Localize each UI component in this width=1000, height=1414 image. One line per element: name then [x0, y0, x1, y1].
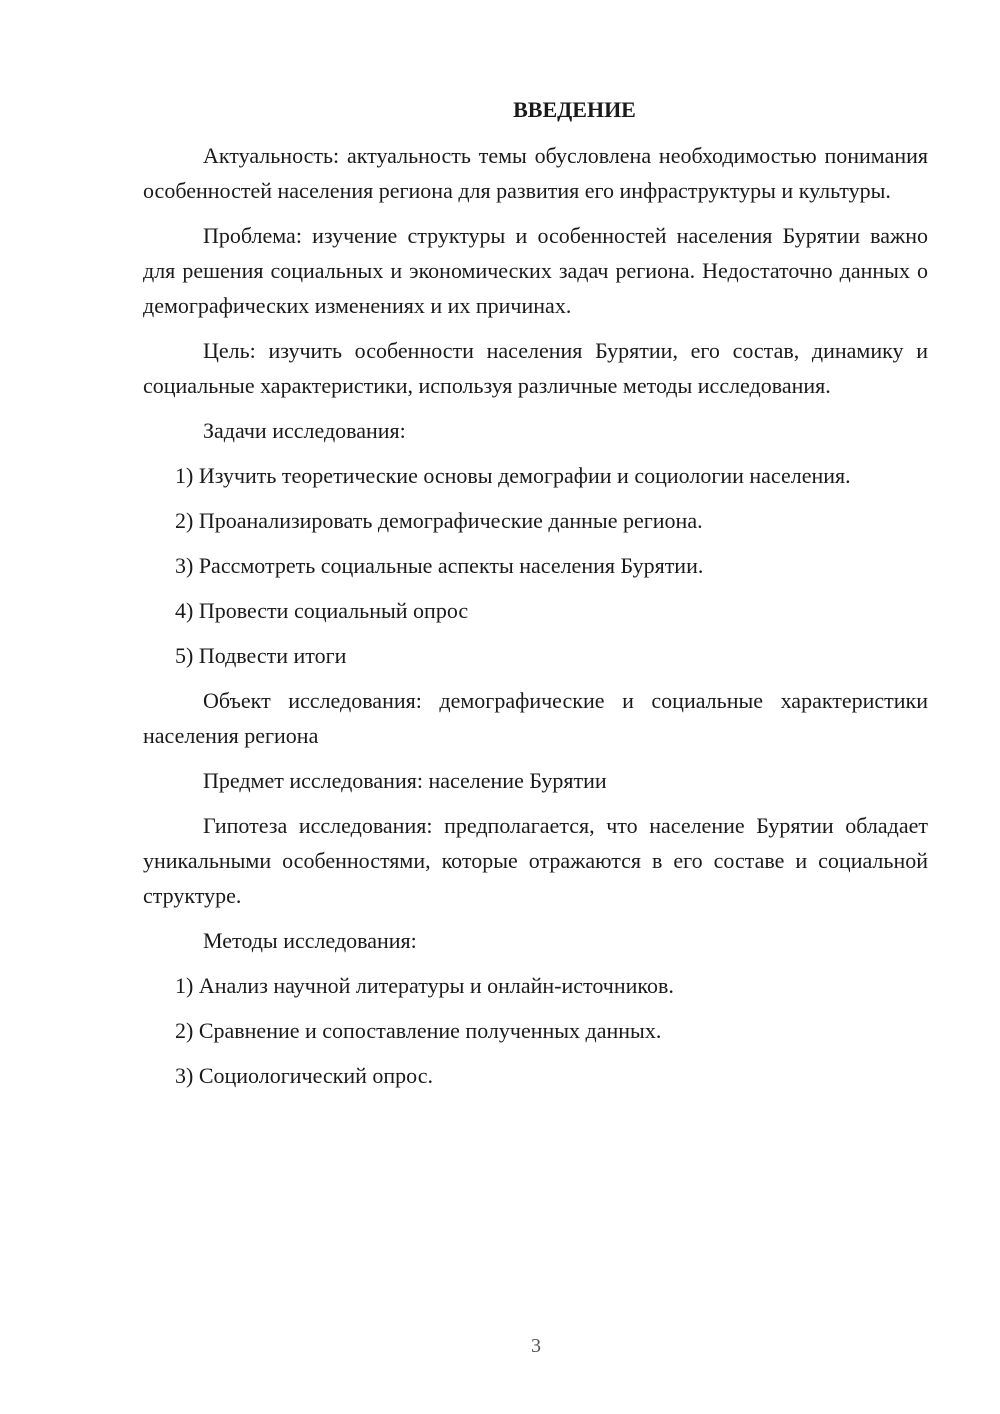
subject-paragraph: Предмет исследования: население Бурятии [203, 768, 607, 793]
page-number: 3 [531, 1335, 541, 1357]
task-item: 4) Провести социальный опрос [175, 598, 469, 623]
problem-paragraph: Проблема: изучение структуры и особенностей населения Бурятии важно для решения социальных и экономических задач региона. Недостаточно данных о демографических изменениях и их причинах. [143, 223, 928, 318]
method-item: 1) Анализ научной литературы и онлайн-источников. [175, 973, 674, 998]
tasks-heading: Задачи исследования: [203, 418, 406, 443]
section-title: ВВЕДЕНИЕ [513, 97, 636, 122]
goal-paragraph: Цель: изучить особенности населения Бурятии, его состав, динамику и социальные характеристики, используя различные методы исследования. [143, 338, 928, 398]
hypothesis-paragraph: Гипотеза исследования: предполагается, что население Бурятии обладает уникальными особенностями, которые отражаются в его составе и социальной структуре. [143, 813, 928, 908]
method-item: 3) Социологический опрос. [175, 1063, 433, 1088]
task-item: 3) Рассмотреть социальные аспекты населения Бурятии. [175, 553, 704, 578]
method-item: 2) Сравнение и сопоставление полученных данных. [175, 1018, 662, 1043]
task-item: 1) Изучить теоретические основы демографии и социологии населения. [175, 463, 851, 488]
task-item: 2) Проанализировать демографические данные региона. [175, 508, 703, 533]
relevance-paragraph: Актуальность: актуальность темы обусловлена необходимостью понимания особенностей населения региона для развития его инфраструктуры и культуры. [143, 143, 928, 203]
methods-heading: Методы исследования: [203, 928, 417, 953]
task-item: 5) Подвести итоги [175, 643, 347, 668]
object-paragraph: Объект исследования: демографические и социальные характеристики населения региона [143, 688, 928, 748]
document-page [143, 94, 928, 1103]
